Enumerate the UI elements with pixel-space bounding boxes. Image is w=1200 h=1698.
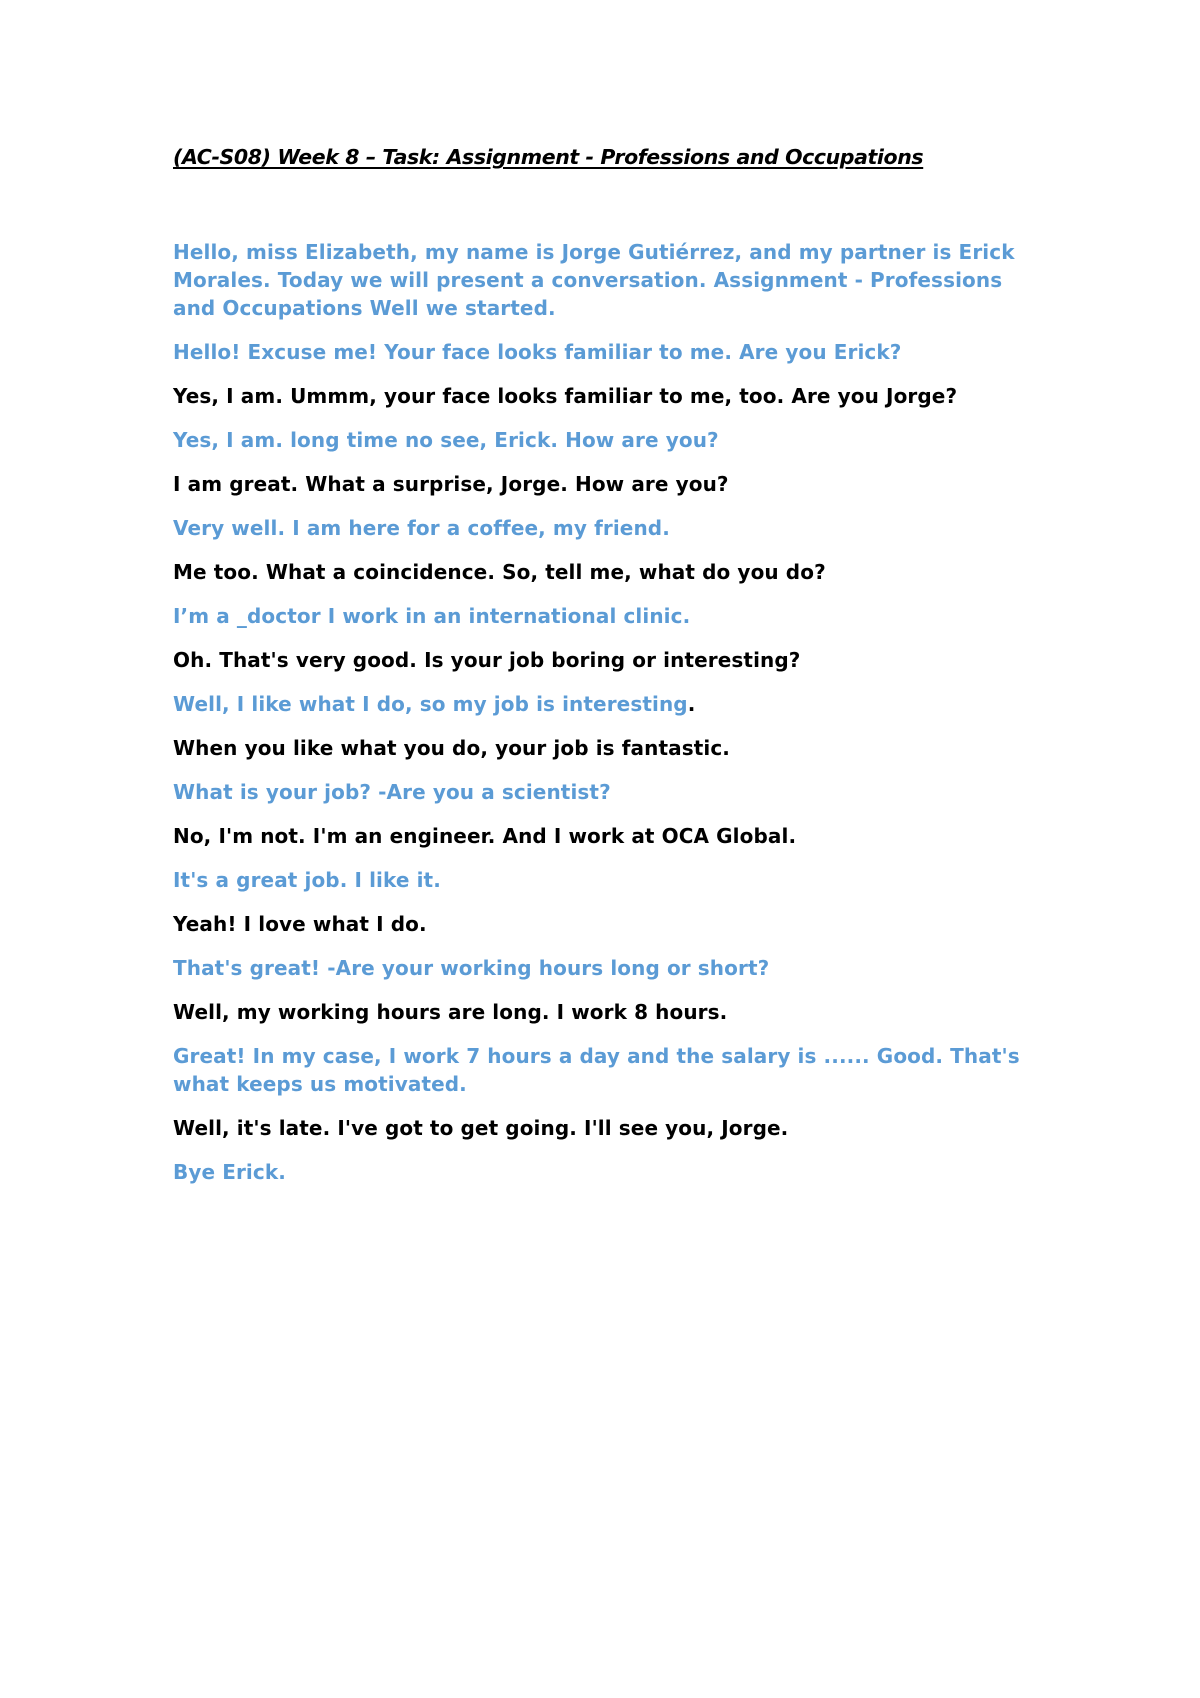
- line-text: Well, it's late. I've got to get going. I'll see you, Jorge.: [173, 1116, 789, 1140]
- line-text: Yes, I am. Ummm, your face looks familiar to me, too. Are you Jorge?: [173, 384, 958, 408]
- line-text: Yes, I am. long time no see, Erick. How are you?: [173, 428, 719, 452]
- dialogue-line: [173, 382, 1043, 410]
- dialogue-line: [173, 822, 1043, 850]
- line-text: Very well. I am here for a coffee, my friend.: [173, 516, 670, 540]
- dialogue-line: [173, 426, 1043, 454]
- dialogue-line: [173, 470, 1043, 498]
- dialogue-line: [173, 514, 1043, 542]
- line-text: It's a great job. I like it.: [173, 868, 441, 892]
- line-text: I am great. What a surprise, Jorge. How are you?: [173, 472, 729, 496]
- line-text: What is your job? -Are you a scientist?: [173, 780, 611, 804]
- line-text: That's great! -Are your working hours long or short?: [173, 956, 770, 980]
- line-text: Hello, miss Elizabeth, my name is Jorge Gutiérrez, and my partner is Erick Morales. Today we will present a conversation. Assignment - Professions and Occupations Well we started.: [173, 240, 1015, 320]
- dialogue-line: [173, 690, 1043, 718]
- line-tail: .: [687, 692, 696, 716]
- line-text: When you like what you do, your job is fantastic.: [173, 736, 730, 760]
- dialogue-line: [173, 602, 1043, 630]
- dialogue-line: [173, 910, 1043, 938]
- dialogue-line: [173, 778, 1043, 806]
- line-text: Well, I like what I do, so my job is interesting: [173, 692, 688, 716]
- dialogue-line: [173, 1042, 1043, 1098]
- dialogue-line: [173, 338, 1043, 366]
- dialogue-line: [173, 1158, 1043, 1186]
- dialogue-line: [173, 734, 1043, 762]
- dialogue-line: [173, 998, 1043, 1026]
- line-text: No, I'm not. I'm an engineer. And I work at OCA Global.: [173, 824, 797, 848]
- line-text: Hello! Excuse me! Your face looks familiar to me. Are you Erick?: [173, 340, 902, 364]
- line-text: Me too. What a coincidence. So, tell me, what do you do?: [173, 560, 826, 584]
- conversation: [173, 238, 1043, 1202]
- dialogue-line: [173, 558, 1043, 586]
- line-text: I’m a _doctor I work in an international clinic.: [173, 604, 691, 628]
- line-text: Yeah! I love what I do.: [173, 912, 427, 936]
- document-title: (AC-S08) Week 8 – Task: Assignment - Professions and Occupations: [173, 145, 924, 169]
- dialogue-line: [173, 954, 1043, 982]
- line-text: Great! In my case, I work 7 hours a day and the salary is ...... Good. That's what keeps us motivated.: [173, 1044, 1020, 1096]
- dialogue-line: [173, 1114, 1043, 1142]
- dialogue-line: [173, 646, 1043, 674]
- dialogue-line: [173, 238, 1043, 322]
- dialogue-line: [173, 866, 1043, 894]
- line-text: Bye Erick.: [173, 1160, 286, 1184]
- line-text: Well, my working hours are long. I work 8 hours.: [173, 1000, 728, 1024]
- line-text: Oh. That's very good. Is your job boring or interesting?: [173, 648, 801, 672]
